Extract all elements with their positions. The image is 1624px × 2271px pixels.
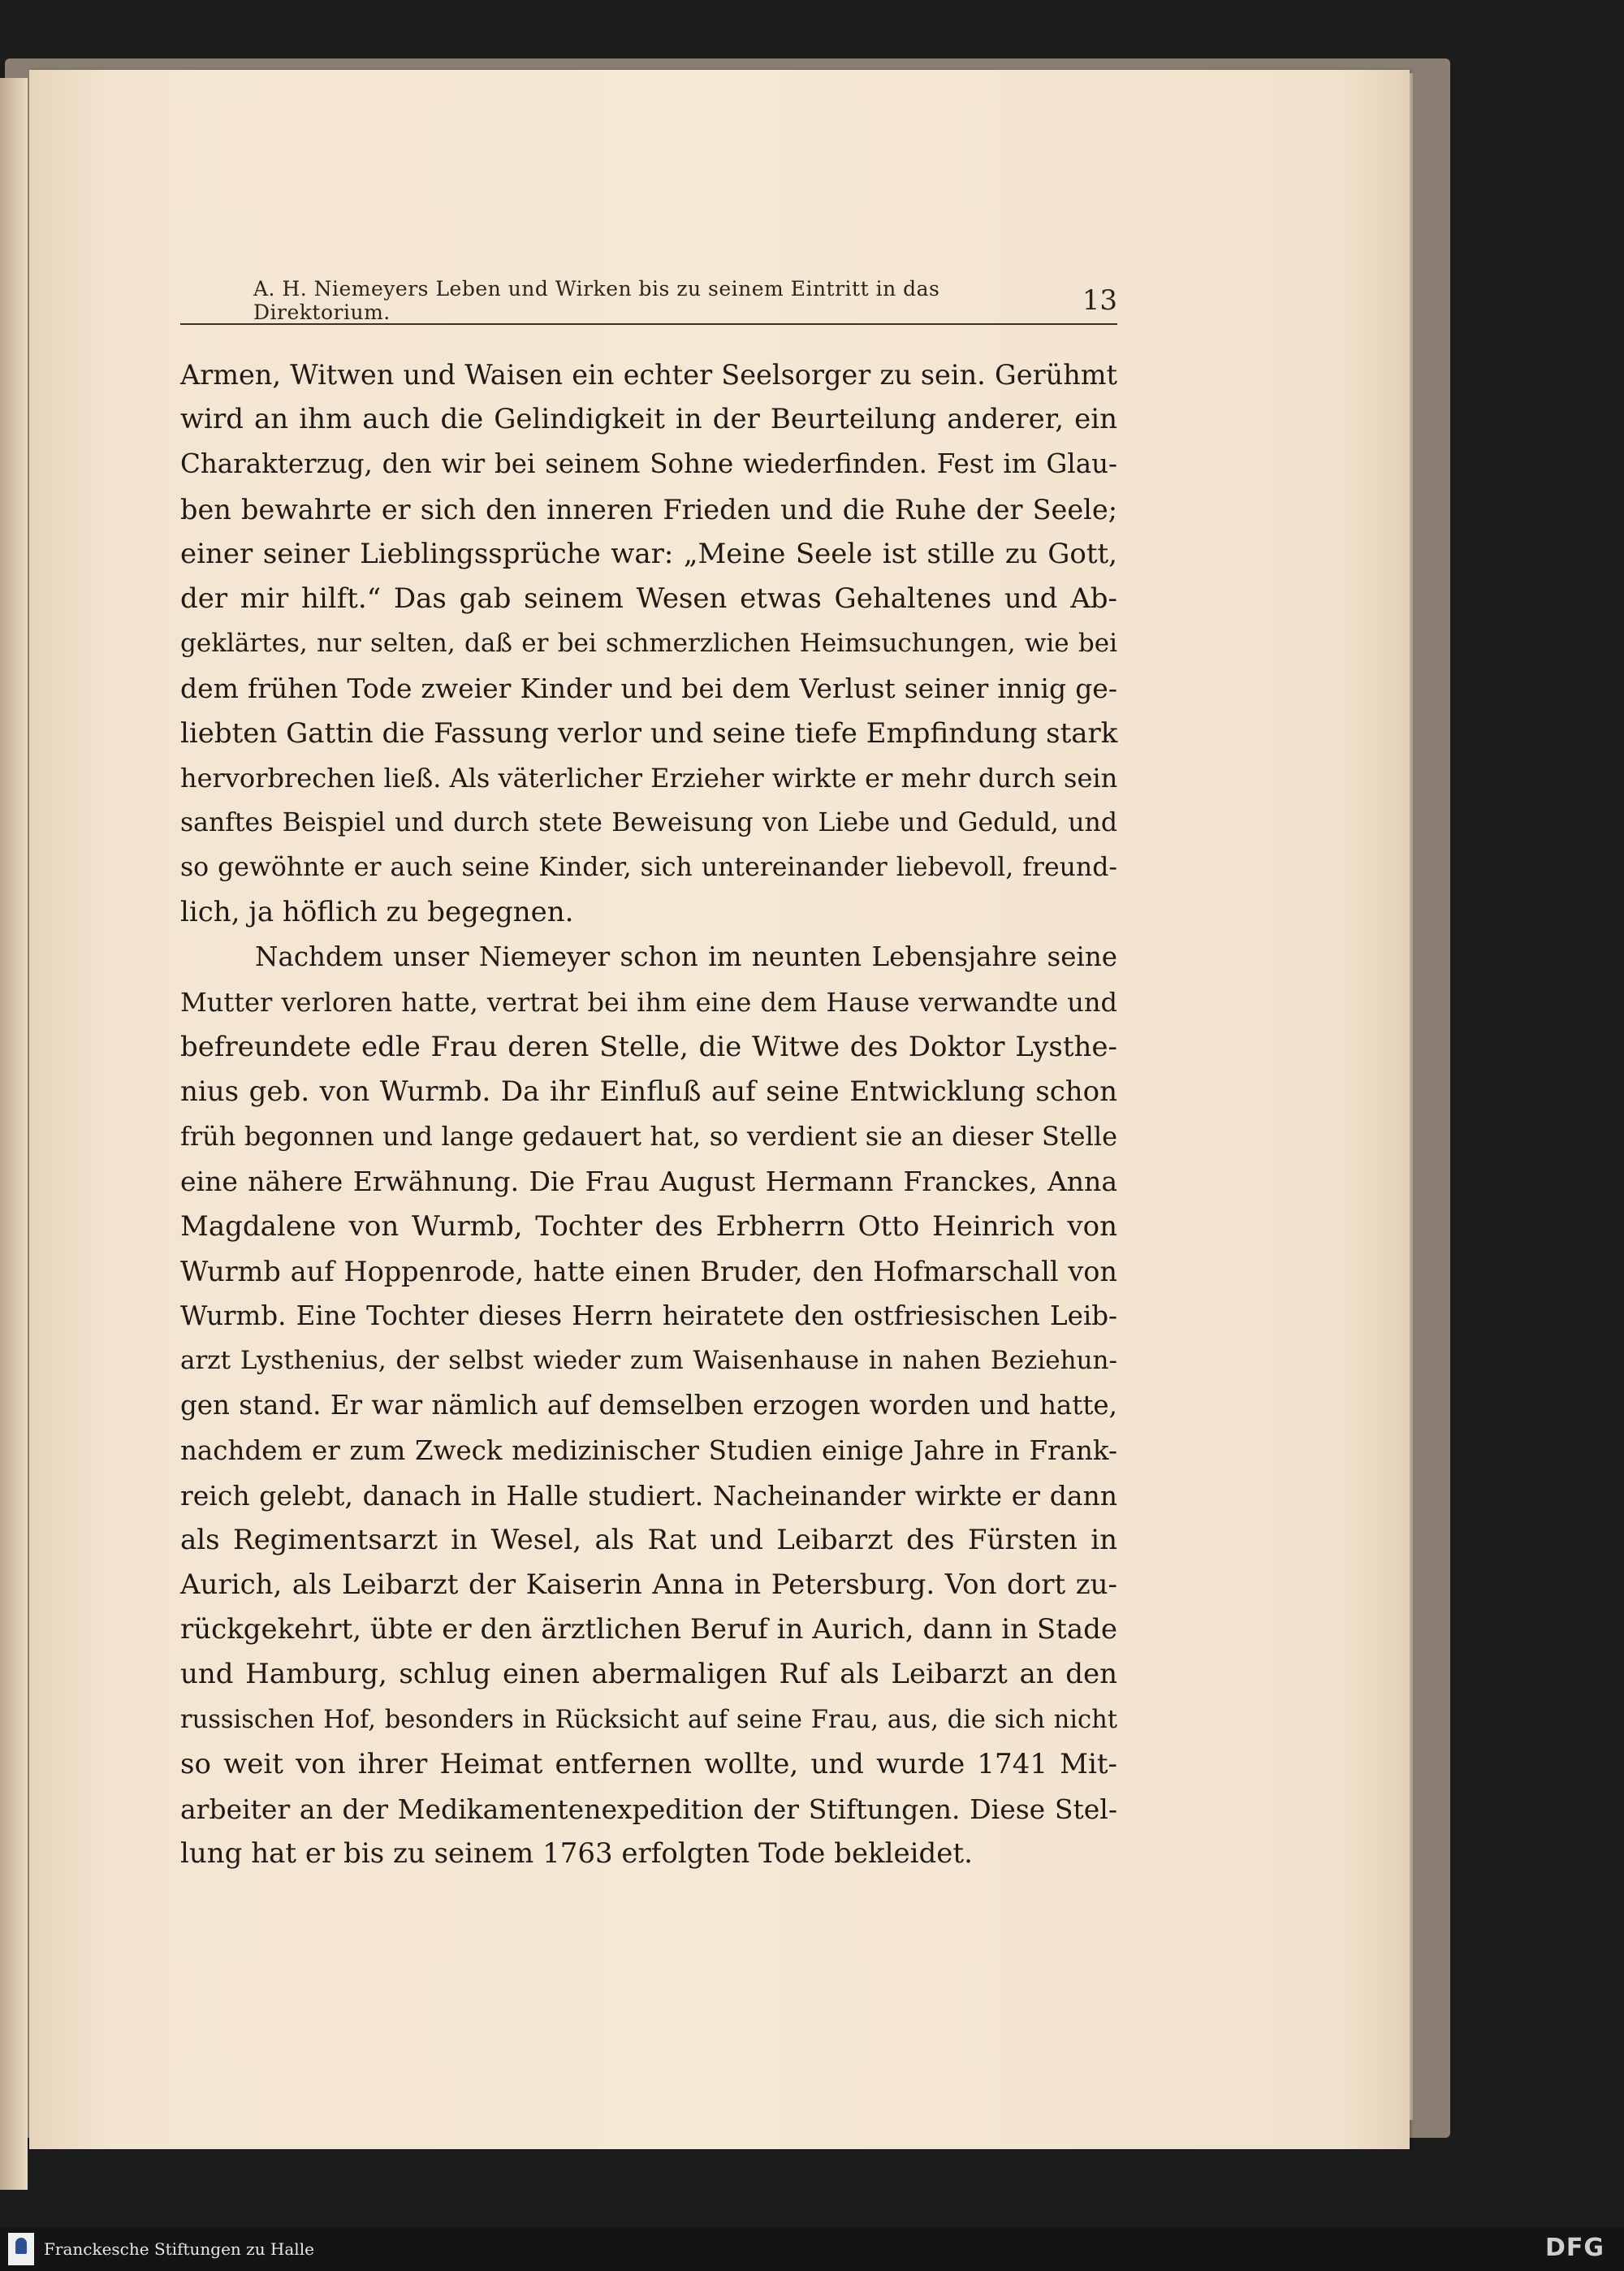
text-line: sanftes Beispiel und durch stete Beweisung von Liebe und Geduld, und — [180, 807, 1117, 837]
text-line: Armen, Witwen und Waisen ein echter Seelsorger zu sein. Gerühmt — [180, 359, 1117, 391]
running-title: A. H. Niemeyers Leben und Wirken bis zu seinem Eintritt in das Direktorium. — [253, 277, 940, 324]
text-line: Aurich, als Leibarzt der Kaiserin Anna in Petersburg. Von dort zu- — [180, 1568, 1117, 1602]
text-line: geklärtes, nur selten, daß er bei schmerzlichen Heimsuchungen, wie bei — [180, 629, 1117, 659]
left-page-edge — [0, 78, 28, 2190]
text-line: eine nähere Erwähnung. Die Frau August Hermann Franckes, Anna — [180, 1166, 1117, 1198]
text-line: russischen Hof, besonders in Rücksicht auf seine Frau, aus, die sich nicht — [180, 1705, 1117, 1734]
text-line: einer seiner Lieblingssprüche war: „Meine Seele ist stille zu Gott, — [180, 537, 1117, 570]
text-line: der mir hilft.“ Das gab seinem Wesen etwas Gehaltenes und Ab- — [180, 582, 1117, 615]
text-line: und Hamburg, schlug einen abermaligen Ruf als Leibarzt an den — [180, 1658, 1117, 1691]
text-line: lich, ja höflich zu begegnen. — [180, 896, 574, 929]
body-text — [180, 353, 1117, 1876]
text-line: Mutter verloren hatte, vertrat bei ihm eine dem Hause verwandte und — [180, 986, 1117, 1018]
dfg-logo: DFG — [1544, 2234, 1605, 2262]
text-line: Wurmb. Eine Tochter dieses Herrn heiratete den ostfriesischen Leib- — [180, 1300, 1117, 1331]
text-line: als Regimentsarzt in Wesel, als Rat und Leibarzt des Fürsten in — [180, 1523, 1117, 1556]
text-line: reich gelebt, danach in Halle studiert. Nacheinander wirkte er dann — [180, 1479, 1117, 1512]
text-line: nachdem er zum Zweck medizinischer Studien einige Jahre in Frank- — [180, 1434, 1117, 1466]
text-line: liebten Gattin die Fassung verlor und seine tiefe Empfindung stark — [180, 716, 1118, 750]
text-line: hervorbrechen ließ. Als väterlicher Erzieher wirkte er mehr durch sein — [180, 762, 1118, 794]
text-line: dem frühen Tode zweier Kinder und bei dem Verlust seiner innig ge- — [180, 673, 1117, 705]
viewer-footer — [0, 2227, 1624, 2271]
page-number: 13 — [1082, 284, 1117, 317]
text-line: Wurmb auf Hoppenrode, hatte einen Bruder, den Hofmarschall von — [180, 1255, 1117, 1287]
text-line: Nachdem unser Niemeyer schon im neunten Lebensjahre seine — [255, 941, 1117, 973]
text-line: nius geb. von Wurmb. Da ihr Einfluß auf seine Entwicklung schon — [180, 1075, 1117, 1108]
institution-logo-icon — [8, 2233, 34, 2265]
text-line: befreundete edle Frau deren Stelle, die Witwe des Doktor Lysthe- — [180, 1030, 1117, 1063]
text-line: früh begonnen und lange gedauert hat, so verdient sie an dieser Stelle — [180, 1121, 1117, 1153]
text-line: arzt Lysthenius, der selbst wieder zum Waisenhause in nahen Beziehun- — [180, 1346, 1117, 1376]
text-line: wird an ihm auch die Gelindigkeit in der Beurteilung anderer, ein — [180, 403, 1117, 436]
text-line: gen stand. Er war nämlich auf demselben erzogen worden und hatte, — [180, 1390, 1117, 1421]
text-line: rückgekehrt, übte er den ärztlichen Beruf in Aurich, dann in Stade — [180, 1613, 1117, 1646]
text-line: lung hat er bis zu seinem 1763 erfolgten Tode bekleidet. — [180, 1837, 973, 1871]
running-head — [180, 278, 1117, 325]
text-line: Magdalene von Wurmb, Tochter des Erbherrn Otto Heinrich von — [180, 1209, 1117, 1243]
text-line: arbeiter an der Medikamentenexpedition der Stiftungen. Diese Stel- — [180, 1793, 1117, 1825]
text-line: so weit von ihrer Heimat entfernen wollte, und wurde 1741 Mit- — [180, 1747, 1117, 1780]
text-line: ben bewahrte er sich den inneren Frieden und die Ruhe der Seele; — [180, 493, 1117, 526]
text-line: so gewöhnte er auch seine Kinder, sich untereinander liebevoll, freund- — [180, 853, 1117, 883]
institution-name[interactable]: Franckesche Stiftungen zu Halle — [44, 2239, 314, 2259]
text-line: Charakterzug, den wir bei seinem Sohne wiederfinden. Fest im Glau- — [180, 448, 1117, 480]
